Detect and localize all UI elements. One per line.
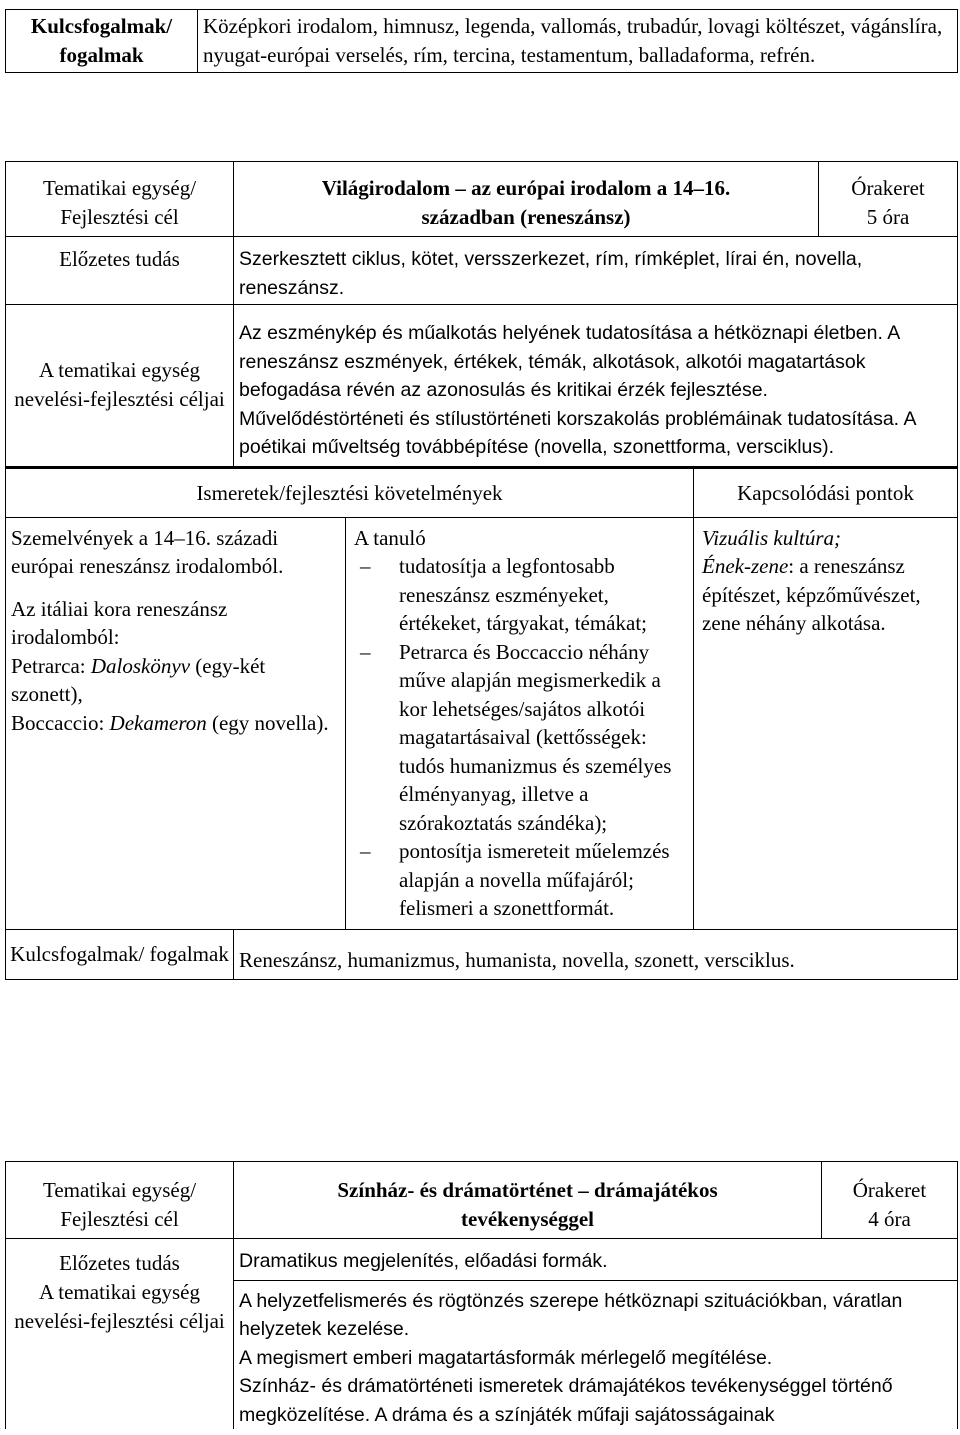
unit-label: Tematikai egység/ Fejlesztési cél <box>6 162 234 237</box>
key-concepts-label: Kulcsfogalmak/ fogalmak <box>6 929 234 979</box>
hours-box <box>822 1162 958 1239</box>
link-music-label: Ének-zene <box>702 554 789 578</box>
cross-links-cell <box>694 517 958 929</box>
unit-title: Színház- és drámatörténet – drámajátékos tevékenységgel <box>234 1162 822 1239</box>
readings-cell <box>6 517 346 929</box>
links-header: Kapcsolódási pontok <box>694 467 958 517</box>
readings-subhead: Az itáliai kora reneszánsz irodalomból: <box>11 596 228 649</box>
reading-boccaccio <box>11 709 340 738</box>
reading-petrarca <box>11 652 340 709</box>
hours-label: Órakeret <box>851 176 925 200</box>
goals-paragraph: A helyzetfelismerés és rögtönzés szerepe hétköznapi szituációkban, váratlan helyzetek kezelése. <box>239 1289 903 1340</box>
author-name: Boccaccio: <box>11 710 110 735</box>
goals-value <box>234 1281 957 1430</box>
link-visual-culture: Vizuális kultúra; <box>702 525 842 550</box>
key-concepts-value: Középkori irodalom, himnusz, legenda, vallomás, trubadúr, lovagi költészet, vágánslíra, nyugat-európai verselés, rím, tercina, testamentum, balladaforma, refrén. <box>198 10 958 73</box>
author-name: Petrarca: <box>11 653 91 678</box>
list-item: – pontosítja ismereteit műelemzés alapján a novella műfajáról; felismeri a szonettformát. <box>354 837 688 923</box>
prior-knowledge-value: Dramatikus megjelenítés, előadási formák. <box>234 1239 957 1281</box>
goals-paragraph: Színház- és drámatörténeti ismeretek drámajátékos tevékenységgel történő megközelítése. A dráma és a színjáték műfaji sajátosságainak <box>239 1375 893 1426</box>
goals-value <box>234 305 958 468</box>
prior-and-goals-values <box>234 1239 958 1430</box>
work-title: Dekameron <box>109 710 207 735</box>
work-title: Daloskönyv <box>90 653 191 678</box>
list-item: – Petrarca és Boccaccio néhány műve alapján megismerkedik a kor lehetséges/sajátos alkotói magatartásaival (kettősségek: tudós humanizmus és személyes élményanyag, illetve a szórakoztatás szándéka); <box>354 638 688 838</box>
goals-paragraph: Művelődéstörténeti és stílustörténeti korszakolás problémáinak tudatosítása. A poétikai műveltség továbbépítése (novella, szonettforma, versciklus). <box>239 407 916 458</box>
student-outcomes-cell <box>346 517 694 929</box>
prior-knowledge-label: Előzetes tudás <box>6 237 234 305</box>
list-item: – tudatosítja a legfontosabb reneszánsz eszményeket, értékeket, tárgyakat, témákat; <box>354 552 688 638</box>
work-note: (egy-két szonett), <box>11 653 266 706</box>
prior-knowledge-label: Előzetes tudás <box>59 1251 180 1275</box>
unit-label: Tematikai egység/ Fejlesztési cél <box>6 1162 234 1239</box>
key-concepts-label: Kulcsfogalmak/ fogalmak <box>6 10 198 73</box>
key-concepts-value: Reneszánsz, humanizmus, humanista, novella, szonett, versciklus. <box>234 929 958 979</box>
readings-intro: Szemelvények a 14–16. századi európai reneszánsz irodalomból. <box>11 525 284 578</box>
prior-and-goals-labels <box>6 1239 234 1430</box>
hours-label: Órakeret <box>852 1178 927 1202</box>
goals-label: A tematikai egység nevelési-fejlesztési céljai <box>6 305 234 468</box>
student-outcomes-list <box>354 552 688 923</box>
goals-paragraph: A megismert emberi magatartásformák mérlegelő megítélése. <box>239 1346 773 1369</box>
work-note: (egy novella). <box>206 710 329 735</box>
goals-paragraph: Az eszménykép és műalkotás helyének tudatosítása a hétköznapi életben. A reneszánsz eszmények, értékek, témák, alkotások, alkotói magatartások befogadása révén az azonosulás és kritikai érzék fejlesztése. <box>239 322 900 401</box>
unit-table-renaissance <box>5 161 958 980</box>
student-intro: A tanuló <box>354 525 426 550</box>
link-music-text: : a reneszánsz építészet, képzőművészet, zene néhány alkotása. <box>702 554 921 635</box>
prior-knowledge-value: Szerkesztett ciklus, kötet, versszerkezet, rím, rímképlet, lírai én, novella, reneszánsz. <box>234 237 958 305</box>
hours-value: 4 óra <box>868 1207 911 1231</box>
link-music <box>702 552 952 638</box>
hours-value: 5 óra <box>866 205 910 229</box>
unit-table-theatre <box>5 1161 958 1429</box>
requirements-header: Ismeretek/fejlesztési követelmények <box>6 467 694 517</box>
hours-box <box>819 162 958 237</box>
key-concepts-table-1 <box>5 9 958 73</box>
unit-title: Világirodalom – az európai irodalom a 14–16. században (reneszánsz) <box>234 162 819 237</box>
goals-label: A tematikai egység nevelési-fejlesztési céljai <box>14 1280 225 1333</box>
